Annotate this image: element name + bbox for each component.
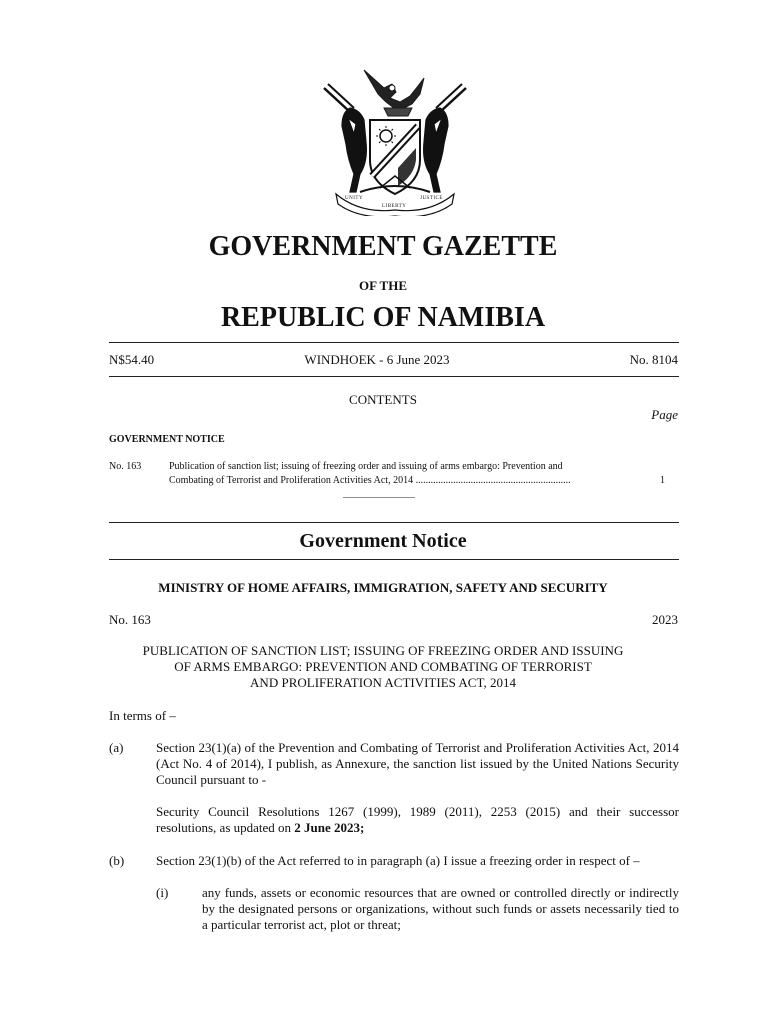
para-b-text: Section 23(1)(b) of the Act referred to in paragraph (a) I issue a freezing order in respect of – (156, 853, 640, 868)
republic-title: REPUBLIC OF NAMIBIA (220, 302, 546, 333)
in-terms-of: In terms of – (109, 708, 176, 723)
gazette-title: GOVERNMENT GAZETTE (208, 231, 558, 262)
notice-rule-top (109, 522, 679, 523)
notice-title-line1: PUBLICATION OF SANCTION LIST; ISSUING OF FREEZING ORDER AND ISSUING (142, 643, 624, 658)
masthead-rule-bottom (109, 376, 679, 377)
ministry-heading: MINISTRY OF HOME AFFAIRS, IMMIGRATION, SAFETY AND SECURITY (158, 580, 608, 595)
notice-title-line2: OF ARMS EMBARGO: PREVENTION AND COMBATING OF TERRORIST (174, 659, 592, 674)
contents-entry-line1: Publication of sanction list; issuing of freezing order and issuing of arms embargo: Prevention and (169, 461, 563, 472)
issue-price: N$54.40 (109, 352, 155, 367)
coat-of-arms-emblem (320, 64, 470, 216)
sub-i-label: (i) (156, 885, 169, 900)
sub-i-text: any funds, assets or economic resources that are owned or controlled directly or indirectly by the designated persons or organizations, without such funds or assets necessarily tied to a particular terrorist act, plot or threat; (202, 885, 679, 932)
resolutions-date: 2 June 2023; (294, 820, 365, 835)
notice-heading: Government Notice (299, 530, 467, 552)
notice-title-line3: AND PROLIFERATION ACTIVITIES ACT, 2014 (250, 675, 516, 690)
resolutions-paragraph (156, 804, 679, 836)
para-b-label: (b) (109, 853, 125, 868)
motto-justice: JUSTICE (420, 196, 443, 201)
contents-page-label: Page (651, 407, 678, 422)
motto-liberty: LIBERTY (382, 204, 407, 209)
issue-place-date: WINDHOEK - 6 June 2023 (304, 352, 450, 367)
issue-number: No. 8104 (629, 352, 678, 367)
motto-unity: UNITY (345, 196, 364, 201)
resolutions-text: Security Council Resolutions 1267 (1999), 1989 (2011), 2253 (2015) and their successor resolutions, as updated on (156, 804, 679, 835)
contents-entry-page: 1 (660, 475, 665, 486)
notice-year: 2023 (652, 612, 678, 627)
contents-entry-line2: Combating of Terrorist and Proliferation Activities Act, 2014 .............................................................. (169, 475, 571, 486)
contents-heading: CONTENTS (349, 392, 417, 407)
contents-entry-number: No. 163 (109, 461, 142, 472)
contents-separator: ________________ (343, 489, 415, 499)
contents-section-heading: GOVERNMENT NOTICE (109, 434, 225, 445)
notice-rule-bottom (109, 559, 679, 560)
masthead-rule-top (109, 342, 679, 343)
notice-number: No. 163 (109, 612, 151, 627)
para-a-text: Section 23(1)(a) of the Prevention and Combating of Terrorist and Proliferation Activities Act, 2014 (Act No. 4 of 2014), I publish, as Annexure, the sanction list issued by the United Nations Security Council pursuant to - (156, 740, 679, 787)
para-a-label: (a) (109, 740, 124, 755)
of-the-label: OF THE (358, 278, 408, 293)
